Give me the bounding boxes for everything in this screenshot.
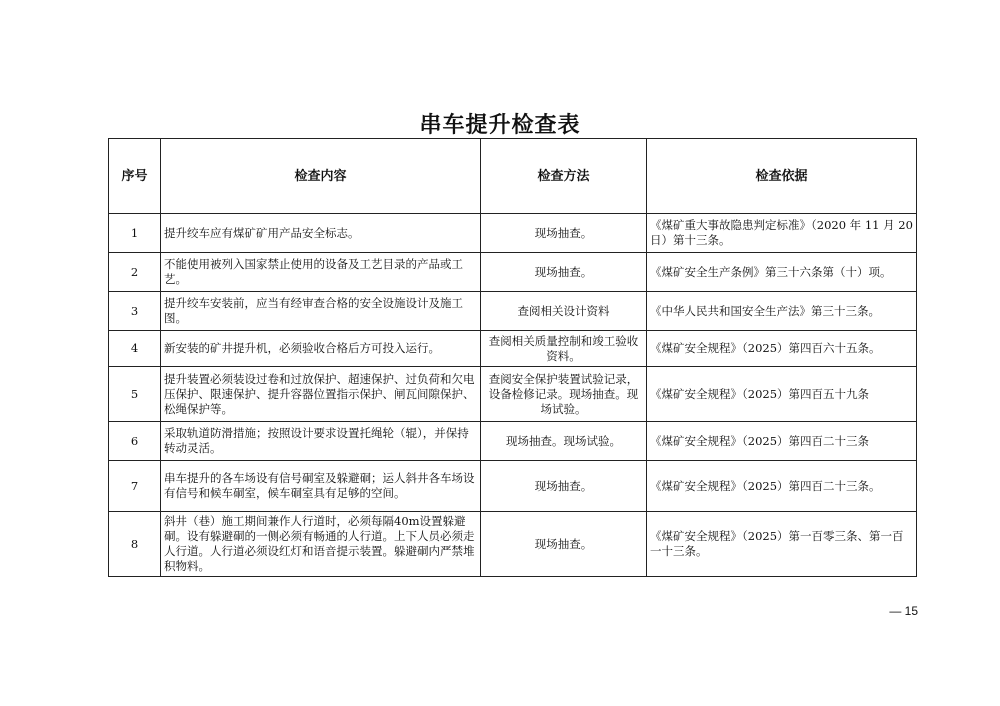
row-content: 斜井（巷）施工期间兼作人行道时，必须每隔40m设置躲避硐。设有躲避硐的一侧必须有畅通的人行道。上下人员必须走人行道。人行道必须设红灯和语音提示装置。躲避硐内严禁堆积物料。 xyxy=(161,512,481,577)
row-basis: 《煤矿安全生产条例》第三十六条第（十）项。 xyxy=(647,253,917,292)
row-content: 不能使用被列入国家禁止使用的设备及工艺目录的产品或工艺。 xyxy=(161,253,481,292)
row-no: 3 xyxy=(109,292,161,331)
row-basis: 《煤矿重大事故隐患判定标准》（2020 年 11 月 20 日）第十三条。 xyxy=(647,214,917,253)
inspection-table xyxy=(108,138,917,577)
table-row xyxy=(109,253,917,292)
row-method: 查阅相关质量控制和竣工验收资料。 xyxy=(481,331,647,367)
page-title: 串车提升检查表 xyxy=(419,112,581,138)
row-content: 提升绞车应有煤矿矿用产品安全标志。 xyxy=(161,214,481,253)
header-no: 序号 xyxy=(109,139,161,214)
row-basis: 《煤矿安全规程》（2025）第四百二十三条 xyxy=(647,422,917,461)
page-number: — 15 xyxy=(889,604,918,618)
row-no: 1 xyxy=(109,214,161,253)
row-content: 提升绞车安装前，应当有经审查合格的安全设施设计及施工图。 xyxy=(161,292,481,331)
table-row xyxy=(109,461,917,512)
row-content: 串车提升的各车场设有信号硐室及躲避硐；运人斜井各车场设有信号和候车硐室，候车硐室具有足够的空间。 xyxy=(161,461,481,512)
row-method: 现场抽查。 xyxy=(481,253,647,292)
header-method: 检查方法 xyxy=(481,139,647,214)
row-method: 现场抽查。 xyxy=(481,214,647,253)
table-row xyxy=(109,292,917,331)
table-row xyxy=(109,512,917,577)
table-row xyxy=(109,214,917,253)
row-method: 现场抽查。 xyxy=(481,461,647,512)
row-basis: 《煤矿安全规程》（2025）第四百二十三条。 xyxy=(647,461,917,512)
row-no: 7 xyxy=(109,461,161,512)
row-no: 8 xyxy=(109,512,161,577)
table-row xyxy=(109,331,917,367)
row-content: 采取轨道防滑措施；按照设计要求设置托绳轮（辊），并保持转动灵活。 xyxy=(161,422,481,461)
row-no: 6 xyxy=(109,422,161,461)
row-method: 查阅相关设计资料 xyxy=(481,292,647,331)
row-basis: 《煤矿安全规程》（2025）第四百五十九条 xyxy=(647,367,917,422)
row-basis: 《煤矿安全规程》（2025）第一百零三条、第一百一十三条。 xyxy=(647,512,917,577)
row-content: 提升装置必须装设过卷和过放保护、超速保护、过负荷和欠电压保护、限速保护、提升容器位置指示保护、闸瓦间隙保护、松绳保护等。 xyxy=(161,367,481,422)
row-content: 新安装的矿井提升机，必须验收合格后方可投入运行。 xyxy=(161,331,481,367)
header-content: 检查内容 xyxy=(161,139,481,214)
header-basis: 检查依据 xyxy=(647,139,917,214)
row-no: 2 xyxy=(109,253,161,292)
table-row xyxy=(109,367,917,422)
row-method: 现场抽查。 xyxy=(481,512,647,577)
row-no: 4 xyxy=(109,331,161,367)
row-method: 现场抽查。现场试验。 xyxy=(481,422,647,461)
row-basis: 《煤矿安全规程》（2025）第四百六十五条。 xyxy=(647,331,917,367)
table-header-row xyxy=(109,139,917,214)
row-no: 5 xyxy=(109,367,161,422)
table-row xyxy=(109,422,917,461)
row-method: 查阅安全保护装置试验记录，设备检修记录。现场抽查。现场试验。 xyxy=(481,367,647,422)
row-basis: 《中华人民共和国安全生产法》第三十三条。 xyxy=(647,292,917,331)
